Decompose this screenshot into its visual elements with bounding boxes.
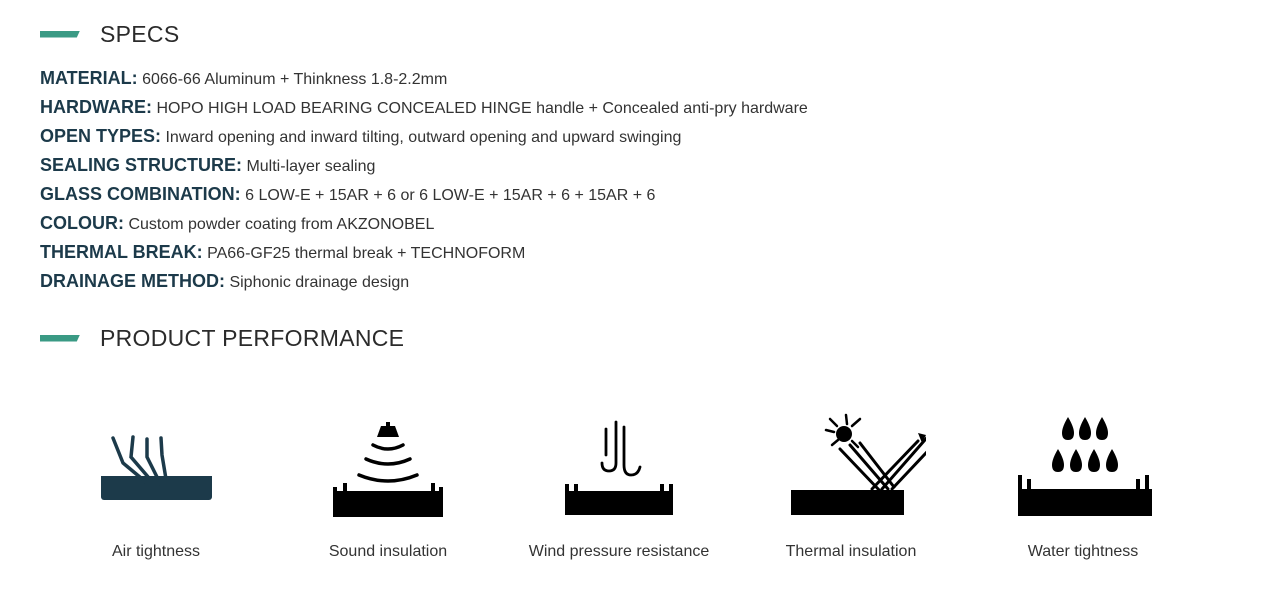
spec-label: THERMAL BREAK:	[40, 242, 203, 262]
spec-label: OPEN TYPES:	[40, 126, 162, 146]
spec-label: HARDWARE:	[40, 97, 152, 117]
performance-label: Water tightness	[1027, 543, 1139, 560]
spec-row-glass-combination	[40, 180, 1040, 209]
performance-item-thermal-insulation	[731, 405, 971, 575]
spec-value: 6 LOW-E + 15AR + 6 or 6 LOW-E + 15AR + 6 + 15AR + 6	[245, 187, 656, 204]
spec-label: COLOUR:	[40, 213, 124, 233]
water-tightness-icon	[1008, 405, 1158, 525]
spec-row-colour	[40, 209, 1040, 238]
spec-label: SEALING STRUCTURE:	[40, 155, 242, 175]
spec-value: Custom powder coating from AKZONOBEL	[128, 216, 435, 233]
spec-row-material	[40, 64, 1040, 93]
air-tightness-icon	[81, 405, 231, 525]
spec-value: Multi-layer sealing	[246, 158, 376, 175]
specs-title: SPECS	[100, 20, 180, 47]
performance-label: Wind pressure resistance	[528, 543, 710, 560]
spec-value: Siphonic drainage design	[229, 274, 410, 291]
spec-label: DRAINAGE METHOD:	[40, 271, 225, 291]
section-accent-bar	[40, 31, 80, 38]
specs-header	[40, 19, 179, 49]
performance-label: Sound insulation	[328, 543, 448, 560]
spec-row-drainage-method	[40, 267, 1040, 296]
performance-item-water-tightness	[963, 405, 1203, 575]
performance-title: PRODUCT PERFORMANCE	[100, 324, 405, 351]
spec-row-hardware	[40, 93, 1040, 122]
wind-pressure-icon	[544, 405, 694, 525]
thermal-insulation-icon	[776, 405, 926, 525]
spec-label: MATERIAL:	[40, 68, 138, 88]
spec-value: PA66-GF25 thermal break + TECHNOFORM	[207, 245, 526, 262]
spec-row-thermal-break	[40, 238, 1040, 267]
spec-label: GLASS COMBINATION:	[40, 184, 241, 204]
performance-label: Thermal insulation	[785, 543, 917, 560]
performance-item-sound-insulation	[268, 405, 508, 575]
performance-header	[40, 323, 404, 353]
section-accent-bar	[40, 335, 80, 342]
performance-label: Air tightness	[111, 543, 201, 560]
spec-value: Inward opening and inward tilting, outward opening and upward swinging	[165, 129, 682, 146]
spec-row-sealing-structure	[40, 151, 1040, 180]
sound-insulation-icon	[313, 405, 463, 525]
spec-row-open-types	[40, 122, 1040, 151]
performance-item-wind-pressure	[499, 405, 739, 575]
performance-item-air-tightness	[36, 405, 276, 575]
spec-value: HOPO HIGH LOAD BEARING CONCEALED HINGE handle + Concealed anti-pry hardware	[156, 100, 808, 117]
specs-list	[40, 64, 1040, 296]
spec-value: 6066-66 Aluminum + Thinkness 1.8-2.2mm	[142, 71, 448, 88]
